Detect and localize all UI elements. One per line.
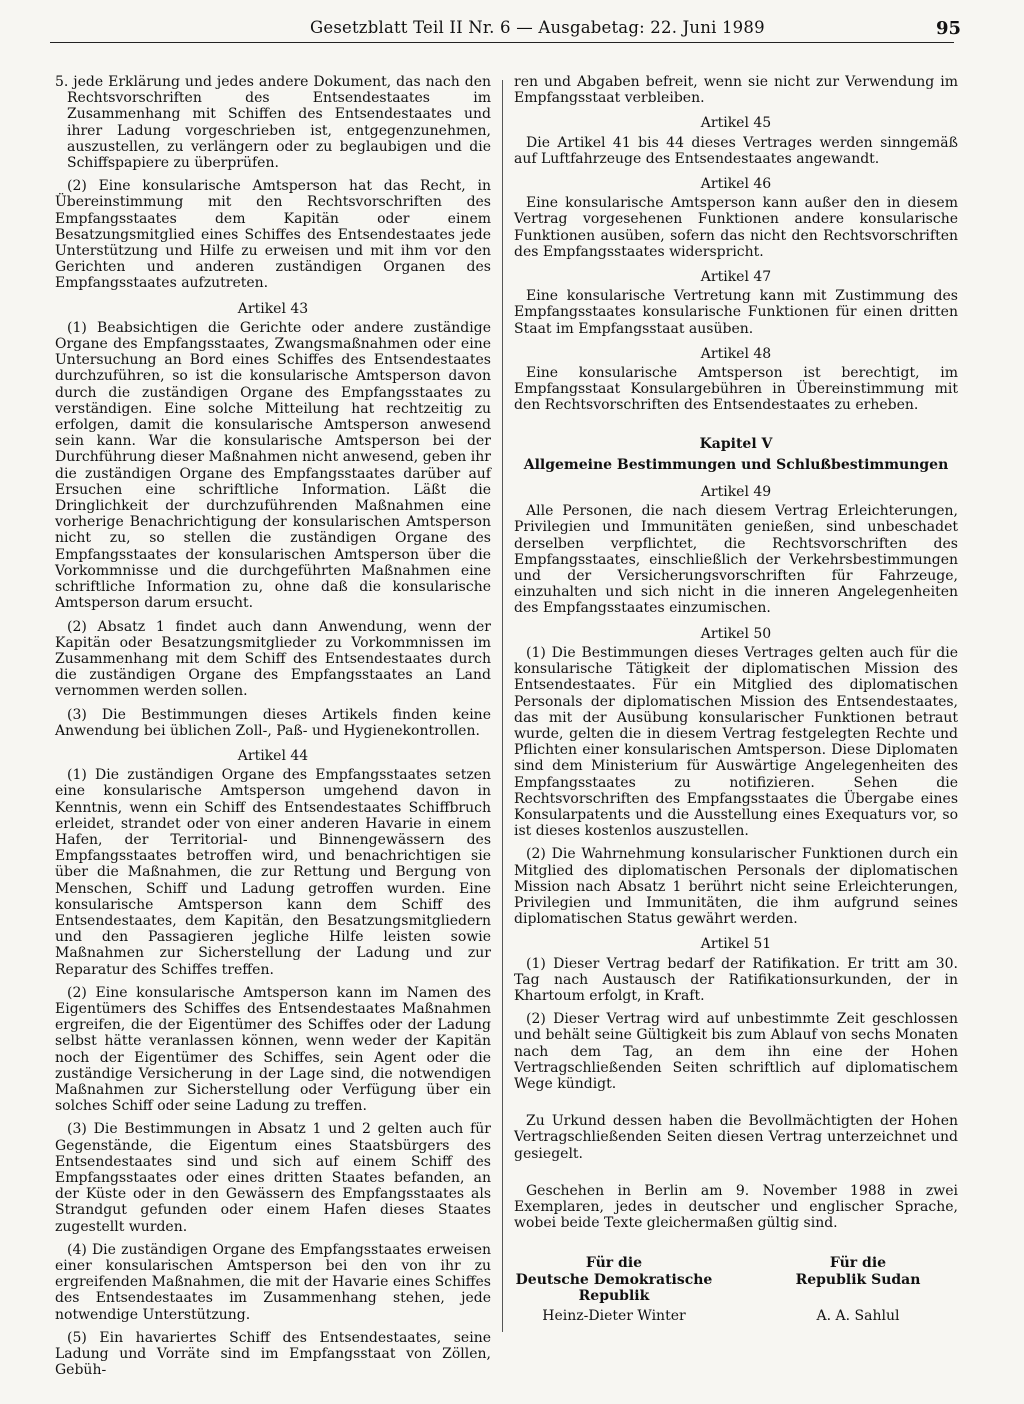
paragraph: (3) Die Bestimmungen in Absatz 1 und 2 gelten auch für Gegenstände, die Eigentum eines Staatsbürgers des Entsendestaates sind und sich auf einem Schiff des Empfangsstaates oder eines dritten Staates befanden, an der Küste oder in den Gewässern des Empfangsstaates als Strandgut gefunden oder einem Hafen dieses Staates zugestellt wurden. [55,1121,491,1235]
paragraph: (2) Die Wahrnehmung konsularischer Funktionen durch ein Mitglied des diplomatischen Personals der diplomatischen Mission nach Absatz 1 berührt nicht seine Erleichterungen, Privilegien und Immunitäten, die ihm aufgrund seines diplomatischen Status gewährt werden. [514,846,958,928]
signature-party-line: Für die [829,1255,887,1272]
paragraph: (2) Absatz 1 findet auch dann Anwendung, wenn der Kapitän oder Besatzungsmitglieder zu Vorkommnissen im Zusammenhang mit dem Schiff des Entsendestaates durch die zuständigen Organe des Empfangsstaates an Land vernommen werden sollen. [55,618,491,700]
paragraph: (1) Die Bestimmungen dieses Vertrages gelten auch für die konsularische Tätigkeit der diplomatischen Mission des Entsendestaates. Für ein Mitglied des diplomatischen Personals der diplomatischen Mission des Entsendestaates, das mit der Ausübung konsularischer Funktionen betraut wurde, gelten die in diesem Vertrag festgelegten Rechte und Pflichten einer konsularischen Amtsperson. Diese Diplomaten sind dem Ministerium für Auswärtige Angelegenheiten des Empfangsstaates zu notifizieren. Sehen die Rechtsvorschriften des Empfangsstaates die Übergabe eines Konsularpatents und die Ausstellung eines Exequaturs vor, so ist dieses kostenlos auszustellen. [514,644,958,840]
article-heading: Artikel 43 [237,300,309,317]
signature-party-line: Deutsche Demokratische [515,1271,713,1288]
signature-party-line: Republik [578,1287,650,1304]
gazette-title: Gesetzblatt Teil II Nr. 6 — Ausgabetag: 22. Juni 1989 [310,18,765,37]
signature-party-line: Republik Sudan [795,1271,921,1288]
signature-section [514,1255,958,1324]
signatory-name: Heinz-Dieter Winter [542,1308,686,1324]
signature-block-sudan [758,1255,958,1324]
article-heading: Artikel 49 [700,484,772,501]
chapter-subtitle: Allgemeine Bestimmungen und Schlußbestimmungen [523,456,949,473]
paragraph: Eine konsularische Amtsperson ist berechtigt, im Empfangsstaat Konsulargebühren in Übereinstimmung mit den Rechtsvorschriften des Entsendestaates zu erheben. [514,365,958,414]
signature-party-line [758,1288,958,1304]
paragraph: (1) Dieser Vertrag bedarf der Ratifikation. Er tritt am 30. Tag nach Austausch der Ratifikationsurkunden, der in Khartoum erfolgt, in Kraft. [514,955,958,1004]
signature-block-gdr [514,1255,714,1324]
page-header [0,0,1024,60]
article-heading: Artikel 46 [700,176,772,193]
paragraph: (1) Die zuständigen Organe des Empfangsstaates setzen eine konsularische Amtsperson umgehend davon in Kenntnis, wenn ein Schiff des Entsendestaates Schiffbruch erleidet, strandet oder von einer anderen Havarie in einem Hafen, der Territorial- und Binnengewässern des Empfangsstaates betroffen wird, und benachrichtigen sie über die Maßnahmen, die zur Rettung und Bergung von Menschen, Schiff und Ladung getroffen wurden. Eine konsularische Amtsperson kann dem Schiff des Entsendestaates, dem Kapitän, den Besatzungsmitgliedern und den Passagieren jegliche Hilfe leisten sowie Maßnahmen zur Sicherstellung der Ladung und zur Reparatur des Schiffes treffen. [55,767,491,978]
paragraph: (2) Dieser Vertrag wird auf unbestimmte Zeit geschlossen und behält seine Gültigkeit bis zum Ablauf von sechs Monaten nach dem Tag, an dem ihn eine der Hohen Vertragschließenden Seiten schriftlich auf diplomatischem Wege kündigt. [514,1011,958,1092]
paragraph: ren und Abgaben befreit, wenn sie nicht zur Verwendung im Empfangsstaat verbleiben. [514,74,958,107]
paragraph: (2) Eine konsularische Amtsperson kann im Namen des Eigentümers des Schiffes des Entsendestaates Maßnahmen ergreifen, die der Eigentümer des Schiffes oder der Ladung selbst hätte veranlassen können, wenn weder der Kapitän noch der Eigentümer des Schiffes, sein Agent oder die zuständige Versicherung in der Lage sind, die notwendigen Maßnahmen zur Sicherstellung oder Verfügung über ein solches Schiff oder seine Ladung zu treffen. [55,984,491,1115]
article-heading: Artikel 48 [700,345,772,362]
spacer [514,1169,958,1183]
right-column [514,74,958,1344]
article-heading: Artikel 47 [700,269,772,286]
page-number: 95 [936,18,962,39]
signature-party-line: Für die [585,1255,643,1272]
paragraph: Eine konsularische Amtsperson kann außer den in diesem Vertrag vorgesehenen Funktionen andere konsularische Funktionen ausüben, sofern das nicht den Rechtsvorschriften des Empfangsstaates widerspricht. [514,195,958,260]
paragraph: (3) Die Bestimmungen dieses Artikels finden keine Anwendung bei üblichen Zoll-, Paß- und Hygienekontrollen. [55,706,491,739]
header-rule [50,42,954,43]
article-heading: Artikel 50 [700,625,772,642]
chapter-heading: Kapitel V [699,435,773,452]
left-column [55,74,491,1379]
paragraph: Geschehen in Berlin am 9. November 1988 in zwei Exemplaren, jedes in deutscher und englischer Sprache, wobei beide Texte gleichermaßen gültig sind. [514,1182,958,1232]
paragraph: (5) Ein havariertes Schiff des Entsendestaates, seine Ladung und Vorräte sind im Empfangsstaat von Zöllen, Gebüh- [55,1329,491,1379]
paragraph: (1) Beabsichtigen die Gerichte oder andere zuständige Organe des Empfangsstaates, Zwangsmaßnahmen oder eine Untersuchung an Bord eines Schiffes des Entsendestaates durchzuführen, so ist die konsularische Amtsperson davon durch die zuständigen Organe des Empfangsstaates zu verständigen. Eine solche Mitteilung hat rechtzeitig zu erfolgen, damit die konsularische Amtsperson anwesend sein kann. War die konsularische Amtsperson bei der Durchführung dieser Maßnahmen nicht anwesend, geben ihr die zuständigen Organe des Empfangsstaates darüber auf Ersuchen eine schriftliche Information. Läßt die Dringlichkeit der durchzuführenden Maßnahmen eine vorherige Benachrichtigung der konsularischen Amtsperson nicht zu, so stellen die zuständigen Organe des Empfangsstaates der konsularischen Amtsperson über die Vorkommnisse und die durchgeführten Maßnahmen eine schriftliche Information zu, ohne daß die konsularische Amtsperson darum ersucht. [55,319,491,612]
paragraph: (4) Die zuständigen Organe des Empfangsstaates erweisen einer konsularischen Amtsperson bei den von ihr zu ergreifenden Maßnahmen, die mit der Havarie eines Schiffes des Entsendestaates im Zusammenhang stehen, jede notwendige Unterstützung. [55,1241,491,1323]
paragraph: Alle Personen, die nach diesem Vertrag Erleichterungen, Privilegien und Immunitäten genießen, sind unbeschadet derselben verpflichtet, die Rechtsvorschriften des Empfangsstaates, einschließlich der Verkehrsbestimmungen und der Versicherungsvorschriften für Fahrzeuge, einzuhalten und sich nicht in die inneren Angelegenheiten des Empfangsstaates einzumischen. [514,503,958,617]
column-divider [502,80,503,1332]
article-heading: Artikel 51 [700,936,772,953]
spacer [514,1099,958,1113]
article-heading: Artikel 44 [237,747,309,764]
signatory-name: A. A. Sahlul [816,1308,900,1324]
paragraph: 5. jede Erklärung und jedes andere Dokument, das nach den Rechtsvorschriften des Entsendestaates im Zusammenhang mit Schiffen des Entsendestaates und ihrer Ladung vorgeschrieben ist, entgegenzunehmen, auszustellen, zu verlängern oder zu beglaubigen und die Schiffspapiere zu überprüfen. [55,74,491,172]
paragraph: Die Artikel 41 bis 44 dieses Vertrages werden sinngemäß auf Luftfahrzeuge des Entsendestaates angewandt. [514,134,958,167]
paragraph: (2) Eine konsularische Amtsperson hat das Recht, in Übereinstimmung mit den Rechtsvorschriften des Empfangsstaates dem Kapitän oder einem Besatzungsmitglied eines Schiffes des Entsendestaates jede Unterstützung und Hilfe zu erweisen und mit ihm vor den Gerichten und anderen zuständigen Organen des Empfangsstaates aufzutreten. [55,178,491,292]
paragraph: Zu Urkund dessen haben die Bevollmächtigten der Hohen Vertragschließenden Seiten diesen Vertrag unterzeichnet und gesiegelt. [514,1113,958,1162]
article-heading: Artikel 45 [700,115,772,132]
paragraph: Eine konsularische Vertretung kann mit Zustimmung des Empfangsstaates konsularische Funktionen für einen dritten Staat im Empfangsstaat ausüben. [514,288,958,337]
